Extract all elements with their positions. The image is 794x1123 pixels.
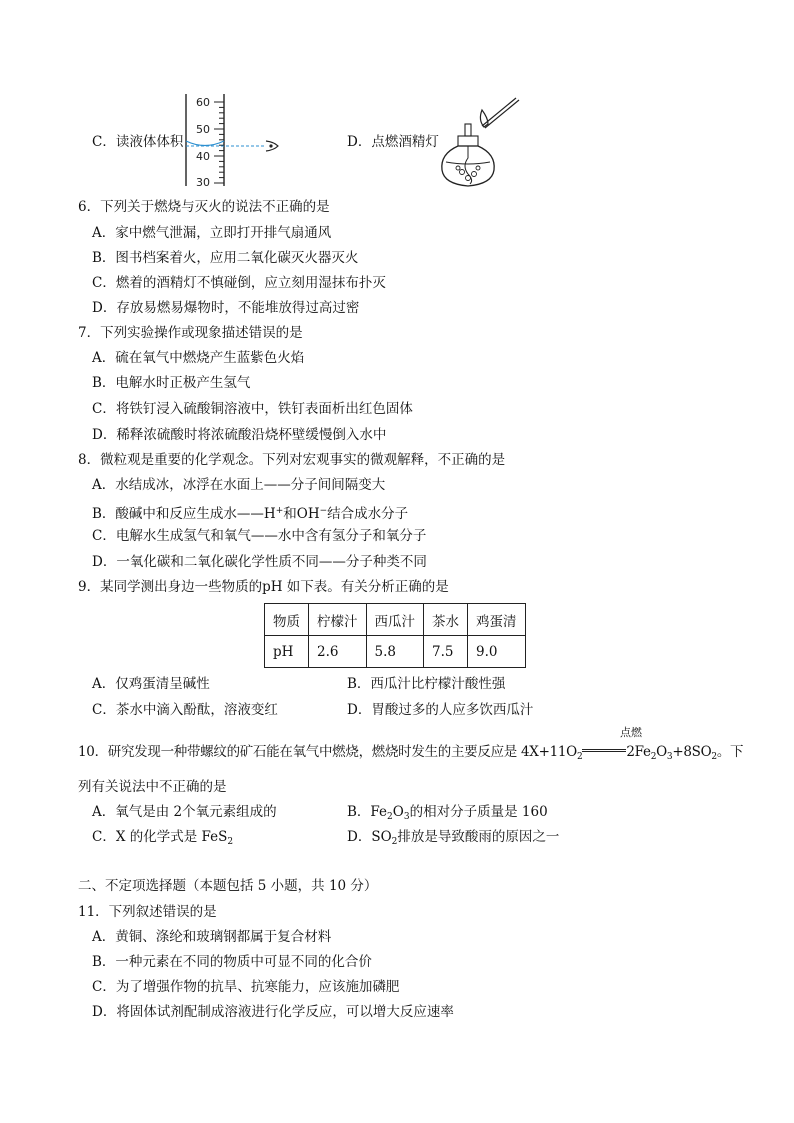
q10-option-d: D．$SO_2$排放是导致酸雨的原因之一 [347, 829, 560, 847]
tick-label-50: 50 [196, 123, 210, 136]
q6-option-c: C．燃着的酒精灯不慎碰倒，应立刻用湿抹布扑灭 [92, 275, 386, 291]
table-header-cell: 茶水 [424, 604, 468, 636]
q6-option-b: B．图书档案着火，应用二氧化碳灭火器灭火 [92, 250, 359, 266]
q5-option-d: D．点燃酒精灯 [347, 134, 439, 150]
liquid-meniscus [186, 141, 224, 146]
reaction-condition: 点燃 [620, 726, 642, 739]
q5-option-c: C．读液体体积 [92, 134, 184, 150]
table-cell: 2.6 [309, 636, 367, 668]
ph-table [264, 603, 526, 668]
q7-stem: 7．下列实验操作或现象描述错误的是 [78, 325, 303, 341]
table-cell: 9.0 [468, 636, 526, 668]
q10-option-a: A．氧气是由 2个氧元素组成的 [92, 804, 277, 820]
q11-stem: 11．下列叙述错误的是 [78, 904, 217, 920]
graduated-cylinder-figure [182, 92, 282, 188]
table-cell: 7.5 [424, 636, 468, 668]
q8-stem: 8．微粒观是重要的化学观念。下列对宏观事实的微观解释，不正确的是 [78, 452, 506, 468]
q6-option-a: A．家中燃气泄漏，立即打开排气扇通风 [92, 225, 332, 241]
lamp-liquid-level [446, 162, 490, 164]
q7-option-d: D．稀释浓硫酸时将浓硫酸沿烧杯壁缓慢倒入水中 [92, 427, 387, 443]
q8-option-a: A．水结成冰，冰浮在水面上——分子间间隔变大 [92, 477, 386, 493]
table-cell: 5.8 [366, 636, 424, 668]
table-row [265, 636, 526, 668]
table-header-cell: 鸡蛋清 [468, 604, 526, 636]
table-header-cell: 柠檬汁 [309, 604, 367, 636]
tick-label-30: 30 [196, 176, 210, 188]
q9-stem: 9．某同学测出身边一些物质的pH 如下表。有关分析正确的是 [78, 579, 449, 595]
tick-label-40: 40 [196, 150, 210, 163]
q11-option-d: D．将固体试剂配制成溶液进行化学反应，可以增大反应速率 [92, 1004, 454, 1020]
match-stick [482, 98, 516, 126]
q10-stem-line2: 列有关说法中不正确的是 [78, 779, 227, 795]
lamp-neck [458, 136, 478, 146]
table-header-cell: 物质 [265, 604, 309, 636]
q7-option-b: B．电解水时正极产生氢气 [92, 375, 251, 391]
table-header-cell: 西瓜汁 [366, 604, 424, 636]
lamp-wick [465, 124, 471, 136]
q9-option-c: C．茶水中滴入酚酞，溶液变红 [92, 702, 278, 718]
tick-label-60: 60 [196, 96, 210, 109]
q9-option-d: D．胃酸过多的人应多饮西瓜汁 [347, 702, 534, 718]
q6-option-d: D．存放易燃易爆物时，不能堆放得过高过密 [92, 300, 360, 316]
q6-stem: 6．下列关于燃烧与灭火的说法不正确的是 [78, 199, 330, 215]
table-row [265, 604, 526, 636]
q8-option-b: B．酸碱中和反应生成水——H+和OH−结合成水分子 [92, 506, 409, 522]
q10-stem-line1: 10．研究发现一种带螺纹的矿石能在氧气中燃烧，燃烧时发生的主要反应是 $4X+11O_2$ $2Fe_2O_3+8SO_2$。下 [78, 741, 743, 766]
q11-option-b: B．一种元素在不同的物质中可显不同的化合价 [92, 954, 372, 970]
table-cell: pH [265, 636, 309, 668]
eye-icon [266, 141, 278, 151]
q8-option-c: C．电解水生成氢气和氧气——水中含有氢分子和氧分子 [92, 528, 427, 544]
q10-option-b: B．$Fe_2O_3$的相对分子质量是 160 [347, 804, 548, 822]
q11-option-c: C．为了增强作物的抗旱、抗寒能力，应该施加磷肥 [92, 979, 400, 995]
q7-option-c: C．将铁钉浸入硫酸铜溶液中，铁钉表面析出红色固体 [92, 401, 413, 417]
section-2-title: 二、不定项选择题（本题包括 5 小题，共 10 分） [78, 878, 378, 894]
q11-option-a: A．黄铜、涤纶和玻璃钢都属于复合材料 [92, 929, 332, 945]
q7-option-a: A．硫在氧气中燃烧产生蓝紫色火焰 [92, 350, 305, 366]
reaction-arrow [582, 741, 626, 752]
q9-option-a: A．仅鸡蛋清呈碱性 [92, 676, 210, 692]
q10-option-c: C．X 的化学式是 FeS$_2$ [92, 829, 234, 847]
alcohol-lamp-figure [432, 96, 522, 192]
q8-option-d: D．一氧化碳和二氧化碳化学性质不同——分子种类不同 [92, 554, 427, 570]
q9-option-b: B．西瓜汁比柠檬汁酸性强 [347, 676, 506, 692]
